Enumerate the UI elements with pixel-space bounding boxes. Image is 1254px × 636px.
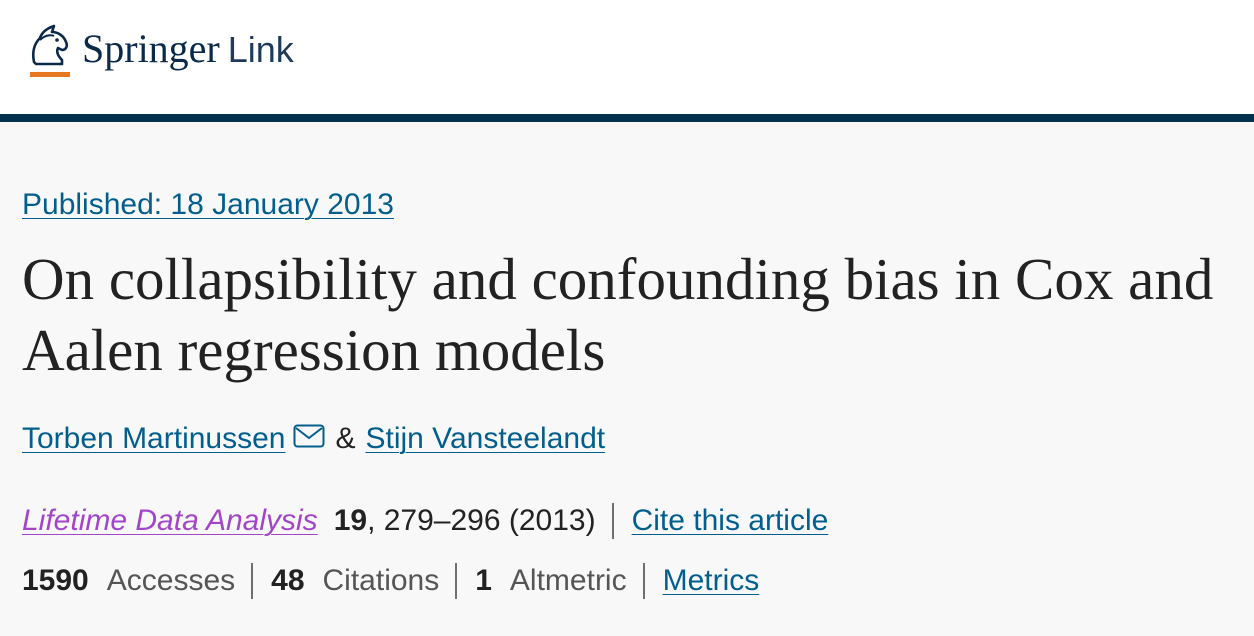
volume-number: 19 [333,504,368,537]
metrics-link[interactable]: Metrics [662,564,760,597]
springer-horse-icon [22,22,74,82]
springer-link-logo[interactable] [22,22,294,82]
brand-name: Springer [82,25,220,71]
citations-count: 48 [271,564,305,597]
divider [643,563,645,599]
divider [612,503,614,539]
header-rule [0,114,1254,122]
citations-label: Citations [322,564,440,597]
brand-sub: Link [227,28,294,70]
author-link-vansteelandt[interactable]: Stijn Vansteelandt [365,422,606,455]
logo-wordmark [82,25,294,72]
author-list [22,422,605,456]
accesses-label: Accesses [106,564,236,597]
metrics-bar [22,563,759,599]
journal-link[interactable]: Lifetime Data Analysis [22,504,318,537]
altmetric-label: Altmetric [509,564,627,597]
author-separator: & [335,422,356,455]
author-link-martinussen[interactable]: Torben Martinussen [22,422,286,455]
published-date-link[interactable]: Published: 18 January 2013 [22,188,394,221]
article-title: On collapsibility and confounding bias in Cox and Aalen regression models [22,246,1214,383]
altmetric-count: 1 [475,564,492,597]
pages-year: , 279–296 (2013) [367,504,596,537]
divider [251,563,253,599]
citation-line [22,503,828,539]
cite-article-link[interactable]: Cite this article [631,504,829,537]
divider [455,563,457,599]
envelope-icon[interactable] [293,424,325,448]
accesses-count: 1590 [22,564,89,597]
site-header [0,0,1254,114]
